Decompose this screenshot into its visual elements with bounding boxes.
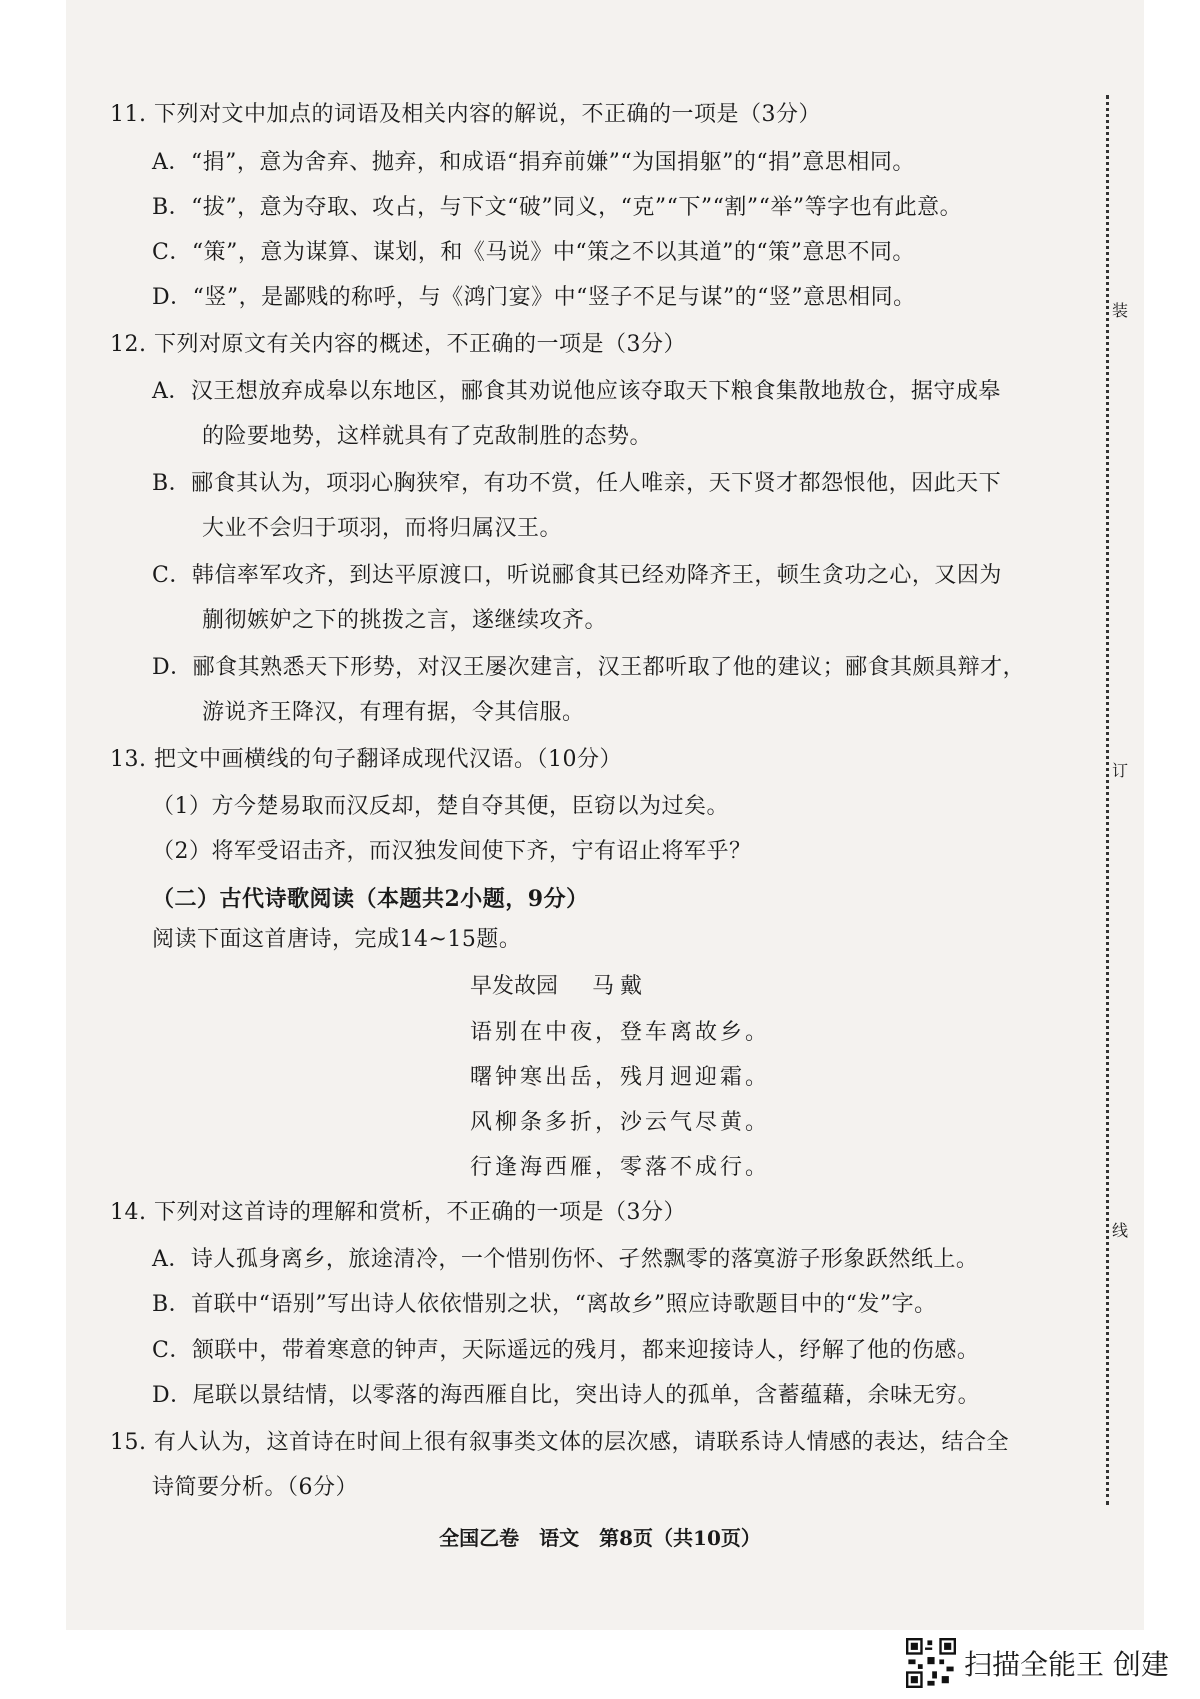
scanner-watermark <box>906 1635 1169 1691</box>
q14-option-d: D．尾联以景结情，以零落的海西雁自比，突出诗人的孤单，含蓄蕴藉，余味无穷。 <box>152 1383 981 1408</box>
binding-mark-zhuang: 装 <box>1112 298 1128 321</box>
q11-option-d: D．“竖”，是鄙贱的称呼，与《鸿门宴》中“竖子不足与谋”的“竖”意思相同。 <box>152 285 916 310</box>
q14-stem: 14. 下列对这首诗的理解和赏析，不正确的一项是（3分） <box>110 1200 686 1225</box>
q13-sentence-2: （2）将军受诏击齐，而汉独发间使下齐，宁有诏止将军乎？ <box>152 839 752 864</box>
q12-option-a-line2: 的险要地势，这样就具有了克敌制胜的态势。 <box>202 424 653 449</box>
section-heading: （二）古代诗歌阅读（本题共2小题，9分） <box>152 886 589 912</box>
poem-title <box>470 972 648 1002</box>
q15-line1: 15. 有人认为，这首诗在时间上很有叙事类文体的层次感，请联系诗人情感的表达，结合全 <box>110 1430 1009 1455</box>
q12-option-b-line1: B．郦食其认为，项羽心胸狭窄，有功不赏，任人唯亲，天下贤才都怨恨他，因此天下 <box>152 471 1002 496</box>
q15-line2: 诗简要分析。（6分） <box>152 1475 358 1500</box>
q12-option-d-line2: 游说齐王降汉，有理有据，令其信服。 <box>202 700 585 725</box>
watermark-text: 扫描全能王 创建 <box>964 1648 1169 1681</box>
q12-stem: 12. 下列对原文有关内容的概述，不正确的一项是（3分） <box>110 332 686 357</box>
binding-mark-xian: 线 <box>1112 1218 1128 1241</box>
q14-option-b: B．首联中“语别”写出诗人依依惜别之状，“离故乡”照应诗歌题目中的“发”字。 <box>152 1292 937 1317</box>
poem-line: 语别在中夜，登车离故乡。 <box>470 1020 771 1045</box>
binding-line <box>1106 95 1109 1505</box>
poem-line: 行逢海西雁，零落不成行。 <box>470 1155 771 1180</box>
q11-stem: 11. 下列对文中加点的词语及相关内容的解说，不正确的一项是（3分） <box>110 102 821 127</box>
q11-option-b: B．“拔”，意为夺取、攻占，与下文“破”同义，“克”“下”“割”“举”等字也有此意。 <box>152 195 963 220</box>
section-instruction: 阅读下面这首唐诗，完成14~15题。 <box>152 927 522 952</box>
q13-stem: 13. 把文中画横线的句子翻译成现代汉语。（10分） <box>110 747 622 772</box>
poem-line: 风柳条多折，沙云气尽黄。 <box>470 1110 771 1135</box>
qr-code-icon <box>906 1638 956 1688</box>
q11-option-c: C．“策”，意为谋算、谋划，和《马说》中“策之不以其道”的“策”意思不同。 <box>152 240 915 265</box>
q12-option-c-line2: 蒯彻嫉妒之下的挑拨之言，遂继续攻齐。 <box>202 608 608 633</box>
binding-mark-ding: 订 <box>1112 758 1128 781</box>
q12-option-c-line1: C．韩信率军攻齐，到达平原渡口，听说郦食其已经劝降齐王，顿生贪功之心，又因为 <box>152 563 1002 588</box>
page-footer: 全国乙卷 语文 第8页（共10页） <box>439 1526 761 1550</box>
q13-sentence-1: （1）方今楚易取而汉反却，楚自夺其便，臣窃以为过矣。 <box>152 794 729 819</box>
q12-option-a-line1: A．汉王想放弃成皋以东地区，郦食其劝说他应该夺取天下粮食集散地敖仓，据守成皋 <box>152 379 1001 404</box>
q14-option-c: C．颔联中，带着寒意的钟声，天际遥远的残月，都来迎接诗人，纾解了他的伤感。 <box>152 1338 980 1363</box>
q14-option-a: A．诗人孤身离乡，旅途清冷，一个惜别伤怀、孑然飘零的落寞游子形象跃然纸上。 <box>152 1247 979 1272</box>
q12-option-d-line1: D．郦食其熟悉天下形势，对汉王屡次建言，汉王都听取了他的建议；郦食其颇具辩才， <box>152 655 1026 680</box>
poem-title-text: 早发故园 <box>470 974 559 999</box>
poem-line: 曙钟寒出岳，残月迥迎霜。 <box>470 1065 771 1090</box>
q11-option-a: A．“捐”，意为舍弃、抛弃，和成语“捐弃前嫌”“为国捐躯”的“捐”意思相同。 <box>152 150 915 175</box>
q12-option-b-line2: 大业不会归于项羽，而将归属汉王。 <box>202 516 563 541</box>
poem-author: 马戴 <box>592 974 649 999</box>
